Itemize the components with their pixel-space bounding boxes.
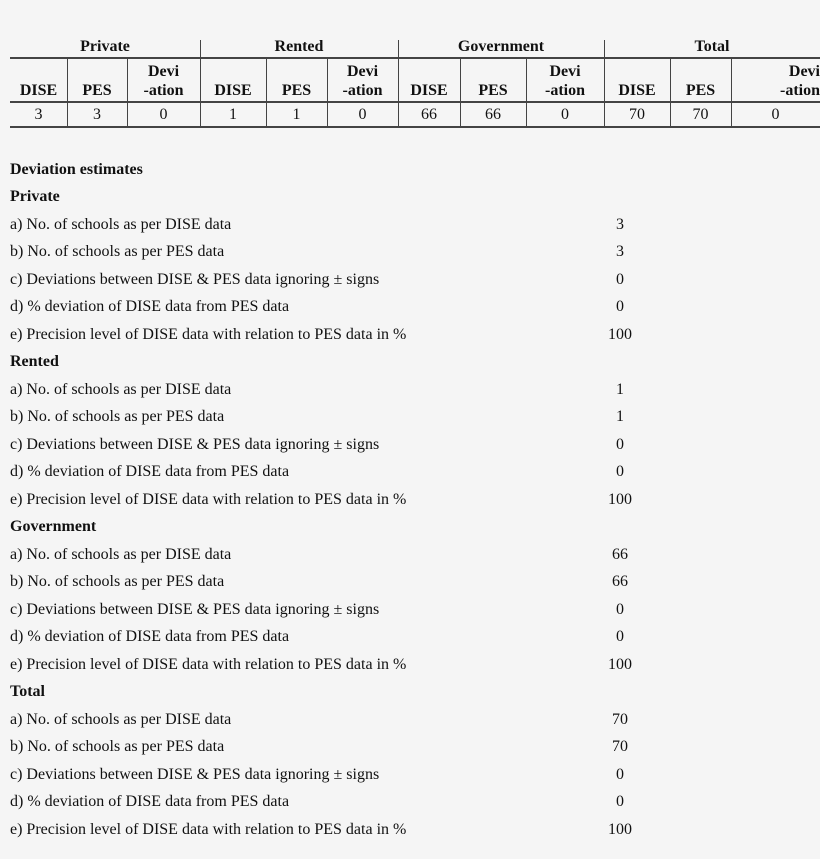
item-value: 3 (616, 243, 624, 261)
item-value: 70 (612, 738, 628, 756)
estimates-title (10, 156, 650, 184)
group-header-total: Total (694, 38, 730, 55)
cell-government-pes: 66 (485, 106, 501, 123)
list-item (10, 486, 650, 514)
item-value: 0 (616, 628, 624, 646)
section-title-government (10, 514, 650, 542)
item-label: e) Precision level of DISE data with relation to PES data in % (10, 820, 407, 838)
col-header-deviation (526, 60, 604, 100)
section-text: Total (10, 683, 45, 701)
header-text: PES (281, 82, 312, 99)
section-title-rented (10, 349, 650, 377)
cell-rented-deviation: 0 (358, 106, 367, 123)
header-text: -ation (780, 82, 820, 99)
item-label: b) No. of schools as per PES data (10, 573, 225, 591)
item-label: c) Deviations between DISE & PES data ignoring ± signs (10, 600, 380, 618)
item-value: 3 (616, 215, 624, 233)
col-header-pes (670, 60, 731, 100)
table-rule (10, 57, 820, 59)
item-value: 0 (616, 270, 624, 288)
col-header-pes (266, 60, 327, 100)
list-item (10, 596, 650, 624)
cell-rented-pes: 1 (292, 106, 301, 123)
item-value: 66 (612, 573, 628, 591)
col-header-dise (604, 60, 670, 100)
header-text: Devi (147, 63, 180, 80)
item-value: 100 (608, 325, 632, 343)
header-text: Devi (346, 63, 379, 80)
item-label: a) No. of schools as per DISE data (10, 380, 232, 398)
section-title-private (10, 184, 650, 212)
item-value: 0 (616, 765, 624, 783)
header-text: Devi (549, 63, 581, 80)
list-item (10, 404, 650, 432)
header-text: PES (685, 82, 716, 99)
item-value: 0 (616, 600, 624, 618)
list-item (10, 321, 650, 349)
item-label: c) Deviations between DISE & PES data ignoring ± signs (10, 270, 380, 288)
header-text: DISE (618, 82, 656, 99)
col-header-dise (398, 60, 460, 100)
list-item (10, 239, 650, 267)
list-item (10, 624, 650, 652)
header-text: PES (82, 82, 112, 99)
col-header-deviation (327, 60, 398, 100)
cell-total-deviation: 0 (771, 106, 780, 123)
item-label: e) Precision level of DISE data with relation to PES data in % (10, 490, 407, 508)
header-text: DISE (214, 82, 252, 99)
item-value: 0 (616, 463, 624, 481)
item-label: a) No. of schools as per DISE data (10, 215, 232, 233)
item-value: 1 (616, 408, 624, 426)
cell-government-deviation: 0 (561, 106, 569, 123)
header-text: -ation (545, 82, 585, 99)
cell-private-pes: 3 (93, 106, 101, 123)
section-text: Rented (10, 353, 59, 371)
title-text: Deviation estimates (10, 160, 143, 178)
item-label: a) No. of schools as per DISE data (10, 710, 232, 728)
col-header-pes (67, 60, 127, 100)
cell-rented-dise: 1 (229, 106, 237, 123)
item-value: 0 (616, 793, 624, 811)
item-label: d) % deviation of DISE data from PES data (10, 463, 290, 481)
cell-total-dise: 70 (629, 106, 645, 123)
list-item (10, 569, 650, 597)
item-label: e) Precision level of DISE data with relation to PES data in % (10, 325, 407, 343)
cell-total-pes: 70 (692, 106, 709, 123)
item-value: 66 (612, 545, 628, 563)
list-item (10, 734, 650, 762)
list-item (10, 541, 650, 569)
group-header-rented: Rented (274, 38, 324, 55)
item-value: 0 (616, 298, 624, 316)
list-item (10, 376, 650, 404)
list-item (10, 211, 650, 239)
cell-private-dise: 3 (34, 106, 43, 123)
group-header-government: Government (457, 38, 545, 55)
cell-private-deviation: 0 (159, 106, 168, 123)
table-rule (10, 126, 820, 128)
item-label: b) No. of schools as per PES data (10, 738, 225, 756)
section-text: Government (10, 518, 97, 536)
list-item (10, 789, 650, 817)
section-title-total (10, 679, 650, 707)
group-header-private: Private (80, 38, 130, 55)
header-text: DISE (19, 82, 58, 99)
item-label: a) No. of schools as per DISE data (10, 545, 232, 563)
list-item (10, 816, 650, 844)
divider (604, 40, 605, 57)
item-label: b) No. of schools as per PES data (10, 408, 225, 426)
item-label: c) Deviations between DISE & PES data ignoring ± signs (10, 765, 380, 783)
list-item (10, 706, 650, 734)
item-value: 100 (608, 820, 632, 838)
item-label: b) No. of schools as per PES data (10, 243, 225, 261)
item-value: 0 (616, 435, 624, 453)
header-text: -ation (342, 82, 383, 99)
header-text: PES (478, 82, 508, 99)
header-text: -ation (143, 82, 184, 99)
item-value: 100 (608, 490, 632, 508)
item-label: d) % deviation of DISE data from PES data (10, 298, 290, 316)
divider (398, 40, 399, 57)
list-item (10, 459, 650, 487)
list-item (10, 266, 650, 294)
item-label: d) % deviation of DISE data from PES data (10, 793, 290, 811)
col-header-deviation (127, 60, 200, 100)
item-label: c) Deviations between DISE & PES data ignoring ± signs (10, 435, 380, 453)
cell-government-dise: 66 (421, 106, 437, 123)
item-label: e) Precision level of DISE data with relation to PES data in % (10, 655, 407, 673)
col-header-dise (10, 60, 67, 100)
header-text: DISE (410, 82, 448, 99)
list-item (10, 651, 650, 679)
divider (200, 40, 201, 57)
item-value: 1 (616, 380, 624, 398)
col-header-dise (200, 60, 266, 100)
list-item (10, 761, 650, 789)
list-item (10, 294, 650, 322)
item-label: d) % deviation of DISE data from PES data (10, 628, 290, 646)
item-value: 70 (612, 710, 628, 728)
item-value: 100 (608, 655, 632, 673)
col-header-pes (460, 60, 526, 100)
header-text: Devi (788, 63, 820, 80)
col-header-deviation (731, 60, 820, 100)
section-text: Private (10, 188, 60, 206)
deviation-estimates (10, 156, 650, 844)
list-item (10, 431, 650, 459)
